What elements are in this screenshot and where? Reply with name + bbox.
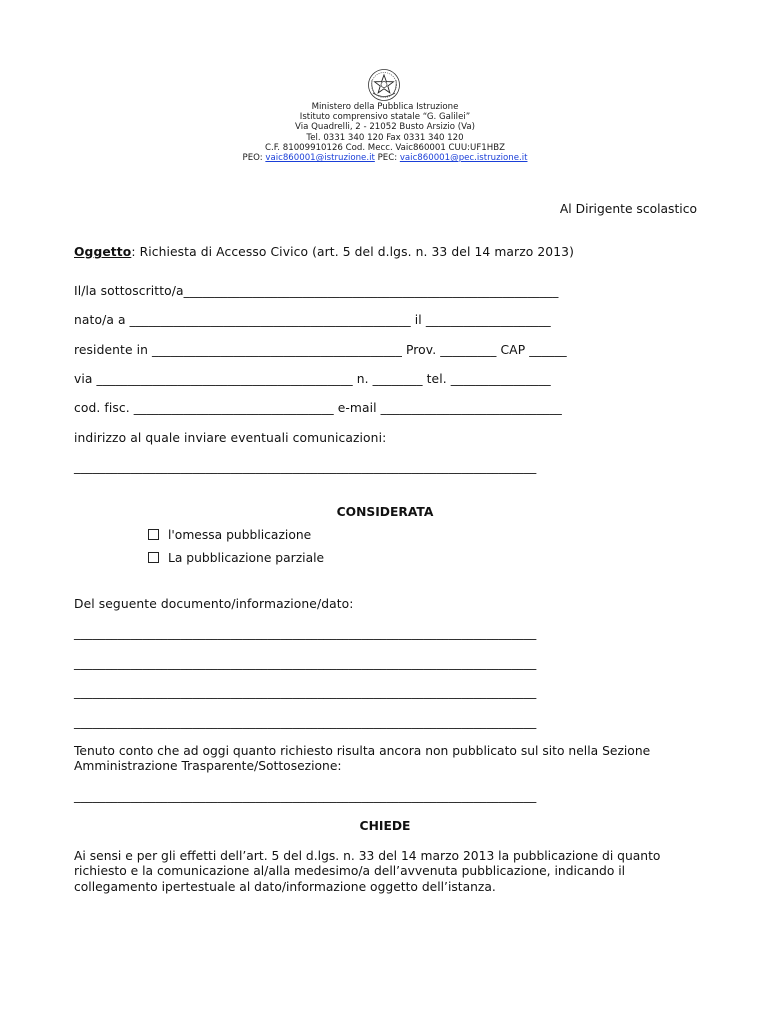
chiede-paragraph xyxy=(74,849,714,895)
field-indirizzo[interactable]: __________________________________________________________________________ xyxy=(74,460,537,474)
school-address: Via Quadrelli, 2 - 21052 Busto Arsizio (Va) xyxy=(295,122,475,133)
pec-label: PEC: xyxy=(377,153,398,164)
chiede-text-3: collegamento ipertestuale al dato/informazione oggetto dell’istanza. xyxy=(74,879,496,894)
peo-email-link[interactable]: vaic860001@istruzione.it xyxy=(265,153,375,164)
tenuto-text-2: Amministrazione Trasparente/Sottosezione: xyxy=(74,759,342,774)
option-omessa[interactable] xyxy=(148,528,311,542)
ministry-name: Ministero della Pubblica Istruzione xyxy=(311,102,459,112)
peo-label: PEO: xyxy=(242,153,263,164)
chiede-text-2: richiesto e la comunicazione al/alla medesimo/a dell’avvenuta pubblicazione, indicando il xyxy=(74,864,626,879)
pec-email-link[interactable]: vaic860001@pec.istruzione.it xyxy=(399,153,528,164)
recipient: Al Dirigente scolastico xyxy=(559,202,697,216)
documento-line-3[interactable]: __________________________________________________________________________ xyxy=(74,685,537,699)
school-codes: C.F. 81009910126 Cod. Mecc. Vaic860001 CUU:UF1HBZ xyxy=(265,142,505,153)
field-nato[interactable]: nato/a a _____________________________________________ il ____________________ xyxy=(74,313,551,327)
checkbox-omessa[interactable] xyxy=(148,529,159,540)
school-emails xyxy=(0,153,770,163)
indirizzo-label: indirizzo al quale inviare eventuali comunicazioni: xyxy=(74,431,387,445)
option-parziale-label: La pubblicazione parziale xyxy=(168,551,325,565)
field-via[interactable]: via _________________________________________ n. ________ tel. ________________ xyxy=(74,372,551,386)
documento-line-4[interactable]: __________________________________________________________________________ xyxy=(74,715,537,729)
documento-label: Del seguente documento/informazione/dato: xyxy=(74,597,354,611)
documento-line-1[interactable]: __________________________________________________________________________ xyxy=(74,626,537,640)
documento-line-2[interactable]: __________________________________________________________________________ xyxy=(74,656,537,670)
school-phone: Tel. 0331 340 120 Fax 0331 340 120 xyxy=(306,132,464,143)
field-sottosezione[interactable]: __________________________________________________________________________ xyxy=(74,789,537,803)
chiede-text-1: Ai sensi e per gli effetti dell’art. 5 del d.lgs. n. 33 del 14 marzo 2013 la pubblicazione di quanto xyxy=(74,849,661,863)
subject-text: : Richiesta di Accesso Civico (art. 5 del d.lgs. n. 33 del 14 marzo 2013) xyxy=(131,245,574,259)
checkbox-parziale[interactable] xyxy=(148,552,159,563)
field-codfisc[interactable]: cod. fisc. ________________________________ e-mail _____________________________ xyxy=(74,401,562,415)
field-sottoscritto[interactable]: Il/la sottoscritto/a____________________________________________________________ xyxy=(74,284,559,298)
tenuto-paragraph xyxy=(74,744,714,775)
chiede-heading: CHIEDE xyxy=(359,819,411,833)
option-omessa-label: l'omessa pubblicazione xyxy=(168,528,312,542)
letterhead xyxy=(0,102,770,163)
tenuto-text-1: Tenuto conto che ad oggi quanto richiesto risulta ancora non pubblicato sul sito nella Sezione xyxy=(74,744,651,758)
republic-emblem-icon xyxy=(367,68,401,102)
field-residente[interactable]: residente in ________________________________________ Prov. _________ CAP ______ xyxy=(74,343,567,357)
considerata-heading: CONSIDERATA xyxy=(336,505,434,519)
subject-label: Oggetto xyxy=(74,245,132,259)
subject-line xyxy=(74,245,574,259)
school-name: Istituto comprensivo statale “G. Galilei” xyxy=(299,112,471,123)
option-parziale[interactable] xyxy=(148,551,324,565)
